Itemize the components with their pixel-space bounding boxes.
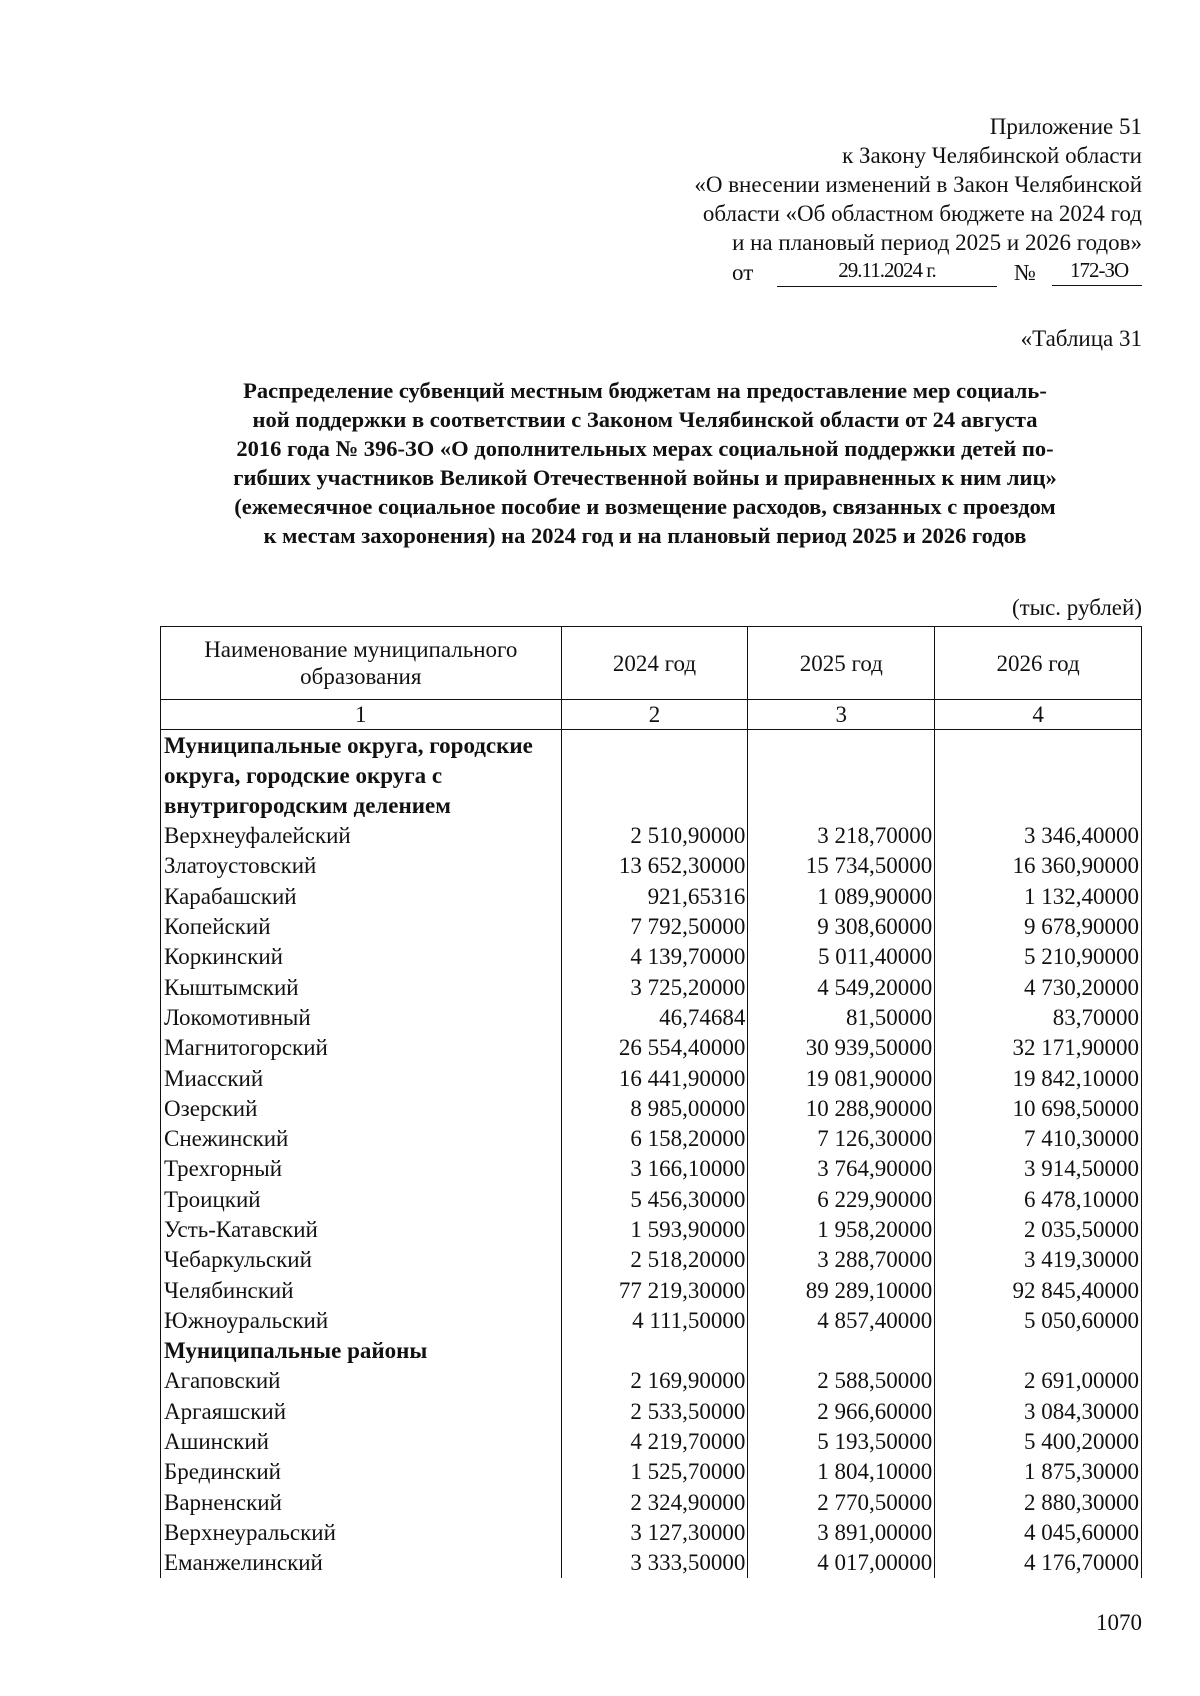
column-number: 4: [935, 700, 1142, 730]
appendix-line: Приложение 51: [989, 114, 1142, 139]
value-2024: 4 219,70000: [561, 1427, 748, 1457]
municipality-name: Варненский: [161, 1488, 562, 1518]
value-2025: 3 288,70000: [748, 1245, 935, 1275]
table-row: [161, 1548, 1142, 1578]
value-2025: 1 804,10000: [748, 1457, 935, 1487]
value-2026: 4 045,60000: [935, 1518, 1142, 1548]
title-line: к местам захоронения) на 2024 год и на плановый период 2025 и 2026 годов: [263, 523, 1027, 548]
municipality-name: Миасский: [161, 1063, 562, 1093]
table-row: [161, 1033, 1142, 1063]
value-2026: 3 346,40000: [935, 821, 1142, 851]
appendix-block: [582, 112, 1142, 257]
value-2024: 921,65316: [561, 882, 748, 912]
value-2026: 92 845,40000: [935, 1275, 1142, 1305]
header-2025: 2025 год: [748, 627, 935, 700]
table-row: [161, 1245, 1142, 1275]
value-2024: 7 792,50000: [561, 912, 748, 942]
appendix-line: к Закону Челябинской области: [842, 143, 1142, 168]
value-2026: 4 176,70000: [935, 1548, 1142, 1578]
value-2025: 2 770,50000: [748, 1488, 935, 1518]
appendix-line: «О внесении изменений в Закон Челябинской: [694, 172, 1142, 197]
table-row: [161, 1366, 1142, 1396]
value-2024: 3 127,30000: [561, 1518, 748, 1548]
table-row: [161, 1185, 1142, 1215]
table-row: [161, 1457, 1142, 1487]
table-row: [161, 1397, 1142, 1427]
value-2026: 3 914,50000: [935, 1154, 1142, 1184]
value-2024: 4 111,50000: [561, 1306, 748, 1336]
municipality-name: Снежинский: [161, 1124, 562, 1154]
value-2025: 5 011,40000: [748, 942, 935, 972]
municipality-name: Еманжелинский: [161, 1548, 562, 1578]
value-2026: 4 730,20000: [935, 972, 1142, 1002]
value-2025: 30 939,50000: [748, 1033, 935, 1063]
municipality-name: Магнитогорский: [161, 1033, 562, 1063]
value-2024: 13 652,30000: [561, 851, 748, 881]
appendix-line: и на плановый период 2025 и 2026 годов»: [732, 230, 1142, 255]
value-2024: 2 518,20000: [561, 1245, 748, 1275]
value-2026: 2 035,50000: [935, 1215, 1142, 1245]
column-number-row: [161, 700, 1142, 730]
value-2024: 1 525,70000: [561, 1457, 748, 1487]
value-2024: 2 169,90000: [561, 1366, 748, 1396]
value-2025: 9 308,60000: [748, 912, 935, 942]
empty-cell: [561, 730, 748, 822]
empty-cell: [748, 730, 935, 822]
table-row: [161, 1306, 1142, 1336]
value-2025: 3 218,70000: [748, 821, 935, 851]
table-row: [161, 1063, 1142, 1093]
value-2025: 1 958,20000: [748, 1215, 935, 1245]
title-line: (ежемесячное социальное пособие и возмещение расходов, связанных с проездом: [234, 494, 1056, 519]
value-2026: 3 419,30000: [935, 1245, 1142, 1275]
municipality-name: Южноуральский: [161, 1306, 562, 1336]
value-2025: 89 289,10000: [748, 1275, 935, 1305]
municipality-name: Озерский: [161, 1094, 562, 1124]
group-heading-row: [161, 1336, 1142, 1366]
municipality-name: Ашинский: [161, 1427, 562, 1457]
municipality-name: Трехгорный: [161, 1154, 562, 1184]
group-heading: Муниципальные районы: [161, 1336, 562, 1366]
table-row: [161, 851, 1142, 881]
header-2026: 2026 год: [935, 627, 1142, 700]
table-row: [161, 821, 1142, 851]
value-2024: 3 333,50000: [561, 1548, 748, 1578]
municipality-name: Кыштымский: [161, 972, 562, 1002]
law-number: 172-ЗО: [1052, 258, 1142, 286]
municipality-name: Аргаяшский: [161, 1397, 562, 1427]
value-2025: 10 288,90000: [748, 1094, 935, 1124]
number-label: №: [1014, 260, 1036, 285]
from-label: от: [732, 260, 754, 285]
value-2025: 15 734,50000: [748, 851, 935, 881]
municipality-name: Локомотивный: [161, 1003, 562, 1033]
value-2025: 2 588,50000: [748, 1366, 935, 1396]
value-2024: 8 985,00000: [561, 1094, 748, 1124]
value-2026: 2 880,30000: [935, 1488, 1142, 1518]
empty-cell: [935, 1336, 1142, 1366]
value-2026: 2 691,00000: [935, 1366, 1142, 1396]
title-line: 2016 года № 396-ЗО «О дополнительных мерах социальной поддержки детей по-: [236, 436, 1054, 461]
value-2025: 4 549,20000: [748, 972, 935, 1002]
law-date-number-line: [582, 258, 1142, 288]
value-2025: 81,50000: [748, 1003, 935, 1033]
table-row: [161, 1488, 1142, 1518]
value-2025: 5 193,50000: [748, 1427, 935, 1457]
value-2025: 4 857,40000: [748, 1306, 935, 1336]
value-2024: 3 725,20000: [561, 972, 748, 1002]
empty-cell: [561, 1336, 748, 1366]
value-2024: 6 158,20000: [561, 1124, 748, 1154]
value-2026: 83,70000: [935, 1003, 1142, 1033]
table-row: [161, 942, 1142, 972]
value-2026: 5 400,20000: [935, 1427, 1142, 1457]
table-row: [161, 1094, 1142, 1124]
municipality-name: Копейский: [161, 912, 562, 942]
page-number: 1070: [1096, 1610, 1142, 1635]
title-line: ной поддержки в соответствии с Законом Челябинской области от 24 августа: [252, 407, 1038, 432]
value-2024: 2 510,90000: [561, 821, 748, 851]
subvention-table: [160, 626, 1142, 1578]
value-2024: 3 166,10000: [561, 1154, 748, 1184]
value-2024: 16 441,90000: [561, 1063, 748, 1093]
value-2025: 2 966,60000: [748, 1397, 935, 1427]
header-2024: 2024 год: [561, 627, 748, 700]
table-row: [161, 1215, 1142, 1245]
municipality-name: Верхнеуфалейский: [161, 821, 562, 851]
table-row: [161, 972, 1142, 1002]
value-2026: 1 132,40000: [935, 882, 1142, 912]
table-reference: «Таблица 31: [1020, 326, 1142, 351]
municipality-name: Карабашский: [161, 882, 562, 912]
municipality-name: Челябинский: [161, 1275, 562, 1305]
empty-cell: [748, 1336, 935, 1366]
value-2025: 19 081,90000: [748, 1063, 935, 1093]
value-2025: 3 764,90000: [748, 1154, 935, 1184]
value-2025: 7 126,30000: [748, 1124, 935, 1154]
municipality-name: Златоустовский: [161, 851, 562, 881]
group-heading: Муниципальные округа, городские округа, городские округа с внутригородским делением: [161, 730, 562, 822]
municipality-name: Брединский: [161, 1457, 562, 1487]
column-number: 1: [161, 700, 562, 730]
value-2024: 1 593,90000: [561, 1215, 748, 1245]
value-2025: 3 891,00000: [748, 1518, 935, 1548]
value-2026: 7 410,30000: [935, 1124, 1142, 1154]
value-2026: 10 698,50000: [935, 1094, 1142, 1124]
municipality-name: Троицкий: [161, 1185, 562, 1215]
value-2026: 5 050,60000: [935, 1306, 1142, 1336]
table-row: [161, 1003, 1142, 1033]
value-2024: 26 554,40000: [561, 1033, 748, 1063]
value-2024: 2 533,50000: [561, 1397, 748, 1427]
value-2024: 2 324,90000: [561, 1488, 748, 1518]
appendix-line: области «Об областном бюджете на 2024 год: [702, 201, 1142, 226]
document-title: [150, 376, 1140, 550]
value-2025: 6 229,90000: [748, 1185, 935, 1215]
column-number: 3: [748, 700, 935, 730]
title-line: Распределение субвенций местным бюджетам на предоставление мер социаль-: [243, 378, 1047, 403]
table-row: [161, 1124, 1142, 1154]
header-name: Наименование муниципального образования: [161, 627, 562, 700]
value-2024: 5 456,30000: [561, 1185, 748, 1215]
empty-cell: [935, 730, 1142, 822]
table-row: [161, 1427, 1142, 1457]
table-row: [161, 912, 1142, 942]
value-2026: 9 678,90000: [935, 912, 1142, 942]
value-2026: 6 478,10000: [935, 1185, 1142, 1215]
group-heading-row: [161, 730, 1142, 822]
column-number: 2: [561, 700, 748, 730]
unit-label: (тыс. рублей): [1011, 595, 1142, 620]
table-row: [161, 1518, 1142, 1548]
value-2026: 3 084,30000: [935, 1397, 1142, 1427]
value-2024: 77 219,30000: [561, 1275, 748, 1305]
municipality-name: Чебаркульский: [161, 1245, 562, 1275]
municipality-name: Коркинский: [161, 942, 562, 972]
value-2026: 5 210,90000: [935, 942, 1142, 972]
value-2024: 4 139,70000: [561, 942, 748, 972]
title-line: гибших участников Великой Отечественной войны и приравненных к ним лиц»: [233, 465, 1057, 490]
law-date: 29.11.2024 г.: [777, 258, 997, 287]
value-2026: 16 360,90000: [935, 851, 1142, 881]
table-row: [161, 882, 1142, 912]
value-2025: 4 017,00000: [748, 1548, 935, 1578]
table-row: [161, 1154, 1142, 1184]
table-header-row: [161, 627, 1142, 700]
municipality-name: Верхнеуральский: [161, 1518, 562, 1548]
value-2026: 19 842,10000: [935, 1063, 1142, 1093]
value-2024: 46,74684: [561, 1003, 748, 1033]
table-row: [161, 1275, 1142, 1305]
municipality-name: Усть-Катавский: [161, 1215, 562, 1245]
value-2026: 1 875,30000: [935, 1457, 1142, 1487]
value-2026: 32 171,90000: [935, 1033, 1142, 1063]
value-2025: 1 089,90000: [748, 882, 935, 912]
municipality-name: Агаповский: [161, 1366, 562, 1396]
